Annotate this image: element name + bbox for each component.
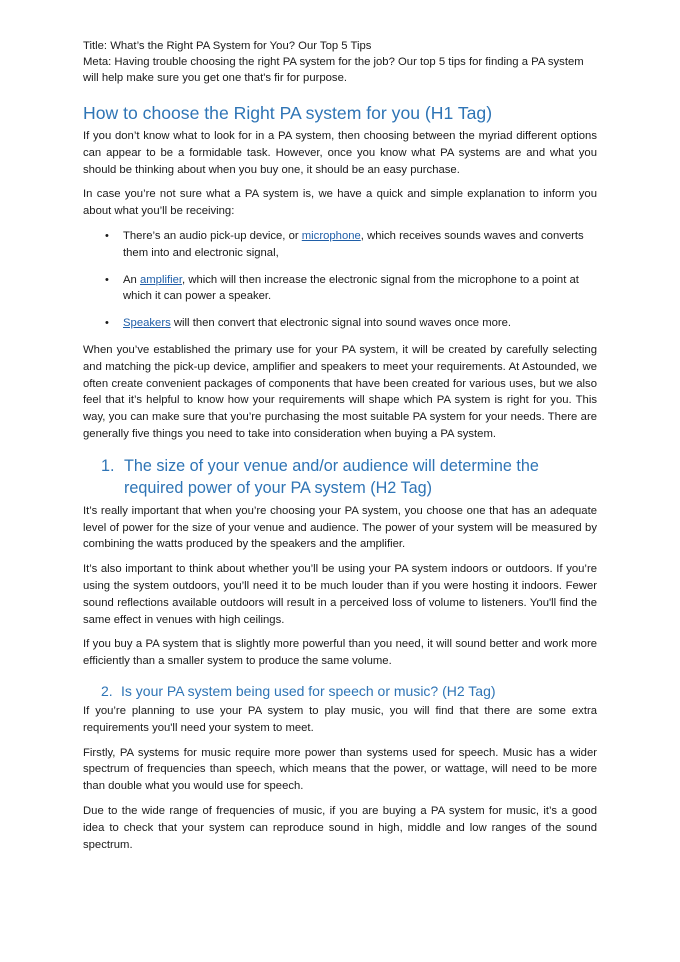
meta-title: Title: What’s the Right PA System for You? Our Top 5 Tips — [83, 40, 372, 52]
list-item: • An amplifier, which will then increase the electronic signal from the microphone to a point at which it can power a speaker. — [83, 272, 597, 306]
section-1-paragraph-1: It’s really important that when you’re choosing your PA system, you choose one that has an adequate level of power for the size of your venue and audience. The power of your system will be measured by combining the watts produced by the speakers and the amplifier. — [83, 504, 597, 551]
microphone-link[interactable]: microphone — [301, 229, 361, 242]
meta-description: Meta: Having trouble choosing the right PA system for the job? Our top 5 tips for finding a PA system will help make sure you get one that's fir for purpose. — [83, 56, 584, 84]
section-1-heading — [83, 455, 597, 499]
speakers-link[interactable]: Speakers — [123, 317, 171, 330]
main-heading: How to choose the Right PA system for you (H1 Tag) — [83, 103, 493, 123]
bullet-icon: • — [105, 229, 109, 242]
section-1-title: The size of your venue and/or audience will determine the required power of your PA system (H2 Tag) — [124, 456, 539, 497]
section-2-title: Is your PA system being used for speech or music? (H2 Tag) — [121, 682, 496, 699]
components-list — [83, 228, 597, 332]
intro-paragraph-1: If you don’t know what to look for in a PA system, then choosing between the myriad different options can appear to be a formidable task. However, once you know what PA systems are and what you should be thinking about when you buy one, it should be an easy purchase. — [83, 130, 597, 176]
section-1-paragraph-2: It’s also important to think about whether you’ll be using your PA system indoors or outdoors. If you’re using the system outdoors, you’ll need it to be much louder than if you were hosting it indoors. Fewer sound reflections available outdoors will result in a perceived loss of volume to listeners. You'll find the same effect in venues with high ceilings. — [83, 563, 597, 626]
intro-paragraph-2: In case you’re not sure what a PA system is, we have a quick and simple explanation to inform you about what you’ll be receiving: — [83, 188, 597, 218]
bullet-icon: • — [105, 317, 109, 330]
section-1-number: 1. — [101, 456, 115, 475]
list-item: • Speakers will then convert that electronic signal into sound waves once more. — [83, 315, 597, 332]
section-2-paragraph-1: If you’re planning to use your PA system to play music, you will find that there are some extra requirements you'll need your system to meet. — [83, 704, 597, 734]
section-2-number: 2. — [101, 682, 113, 699]
list-item: • There’s an audio pick-up device, or microphone, which receives sounds waves and converts them into and electronic signal, — [83, 228, 597, 262]
section-2-heading — [83, 682, 597, 700]
section-2-paragraph-3: Due to the wide range of frequencies of music, if you are buying a PA system for music, it’s a good idea to check that your system can reproduce sound in high, middle and low ranges of the sound spectrum. — [83, 804, 597, 851]
after-list-paragraph: When you’ve established the primary use for your PA system, it will be created by carefully selecting and matching the pick-up device, amplifier and speakers to meet your requirements. At Astounded, we often create convenient packages of components that have been created for various uses, but we also feel that it’s helpful to know how your requirements will shape which PA system is right for you. This way, you can make sure that you’re purchasing the most suitable PA system for your needs. There are generally five things you need to take into consideration when buying a PA system. — [83, 343, 597, 440]
amplifier-link[interactable]: amplifier — [139, 273, 183, 286]
section-2-paragraph-2: Firstly, PA systems for music require more power than systems used for speech. Music has a wider spectrum of frequencies than speech, which means that the power, or wattage, will need to be more than double what you would use for speech. — [83, 746, 597, 793]
bullet-icon: • — [105, 273, 109, 286]
section-1-paragraph-3: If you buy a PA system that is slightly more powerful than you need, it will sound better and work more efficiently than a smaller system to produce the same volume. — [83, 638, 597, 668]
